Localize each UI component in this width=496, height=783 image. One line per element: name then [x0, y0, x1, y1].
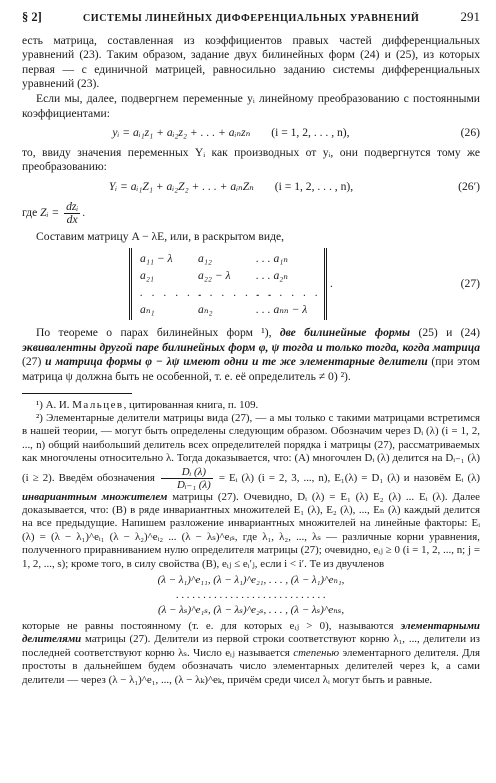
equation-26-prime [22, 175, 480, 200]
matrix-row [140, 284, 321, 301]
matrix-cell: . . . . . . [256, 286, 321, 300]
equation-26-prime-range: (i = 1, 2, . . . , n), [274, 179, 354, 193]
paragraph-2: Если мы, далее, подвергнем переменные yᵢ линейному преобразованию с постоянными коэффициентами: [22, 91, 480, 120]
footnote-2-continuation [22, 620, 480, 687]
binomial-row: (λ − λ₁)^e₁₁, (λ − λ₁)^e₂₁, . . . , (λ − λ₁)^eₙ₁, [157, 573, 345, 586]
matrix-cell: a₁₂ [198, 252, 212, 266]
matrix-cell: . . . a₂ₙ [256, 269, 288, 283]
para5-emphasis: две билинейные формы [279, 326, 411, 340]
para5-text: (27) [22, 355, 46, 369]
page-number: 291 [460, 9, 480, 24]
equation-26-prime-body: Yᵢ = aᵢ₁Z₁ + aᵢ₂Z₂ + . . . + aᵢₙZₙ [108, 179, 254, 193]
matrix-cell: . . . aₙₙ − λ [256, 303, 308, 317]
matrix-cell: . . . a₁ₙ [256, 252, 288, 266]
footnotes [22, 399, 480, 688]
section-marker: § 2] [22, 10, 42, 24]
para5-emphasis: эквивалентны другой паре билинейных форм φ, ψ тогда и только тогда, когда матрица [22, 340, 480, 354]
footnote-2-fraction [161, 466, 213, 491]
para5-emphasis: и матрица формы φ − λψ имеют одни и те же элементарные делители [45, 355, 428, 369]
footnote-2-text: матрицы (27). Делители из первой строки соответствуют корню λ₁, ..., делители из последней соответствуют корню λₛ. Число eᵢⱼ называется [22, 633, 480, 659]
matrix-row [140, 267, 316, 284]
footnote-2-text: ²) Элементарные делители матрицы вида (27), — а мы только с такими матрицами встретимся в нашей теории, — могут быть определены следующим образом. Обозначим через Dᵢ (λ) (i = 1, 2, ..., n) общий наибольший делитель всех определителей порядка i матрицы (27), рассматриваемых как многочлены относительно λ. Тогда доказывается, что: (A) многочлен Dᵢ (λ) делится на Dᵢ₋₁ (λ) (i ≥ 2). Введём обозначения [22, 411, 480, 484]
z-definition [22, 200, 480, 230]
equation-26-body: yᵢ = aᵢ₁z₁ + aᵢ₂z₂ + . . . + aᵢₙzₙ [112, 126, 251, 140]
matrix-cell: . . . . . . . [198, 286, 275, 300]
footnote-1 [22, 399, 480, 412]
z-definition-fraction [64, 201, 80, 226]
matrix-cell: a₁₁ − λ [140, 252, 173, 266]
footnote-rule [22, 393, 132, 394]
z-fraction-denominator: dx [66, 212, 78, 226]
footnote-1-author: Мальцев [72, 398, 124, 411]
equation-26-range: (i = 1, 2, . . . , n), [271, 126, 350, 140]
matrix-cell: aₙ₁ [140, 303, 155, 317]
matrix-suffix: . [330, 276, 333, 290]
footnote-1-prefix: ¹) А. И. [36, 398, 73, 411]
matrix-row [140, 250, 316, 267]
footnote-2-emphasis: элементарными делителями [22, 619, 480, 646]
matrix-27 [22, 248, 480, 320]
para5-text: (при этом матрица ψ должна быть не особенной, т. е. её определитель ≠ 0) ²). [22, 355, 481, 383]
paragraph-1: есть матрица, составленная из коэффициентов правых частей дифференциальных уравнений (23). Таким образом, задание двух билинейных форм (24) и (25), из которых первая — с единичной матрицей, равносильно заданию системы дифференциальных уравнений (23). [22, 33, 480, 91]
equation-27-number: (27) [460, 276, 480, 290]
footnote-2-text: элементарного делителя. Для простоты в дальнейшем будем обозначать число элементарных делителей через k, а сами делители — через (λ − λ₁)^e₁, ..., (λ − λₖ)^eₖ, причём среди чисел λᵢ могут быть и равные. [22, 646, 481, 686]
footnote-2-emphasis: инвариантным множителем [22, 490, 168, 503]
fraction-denominator: Dᵢ₋₁ (λ) [176, 478, 211, 491]
footnote-2-text: = Eᵢ (λ) (i = 2, 3, ..., n), E₁(λ) = D₁ (λ) и назовём Eᵢ (λ) [214, 471, 480, 484]
equation-26 [22, 121, 480, 146]
running-title: СИСТЕМЫ ЛИНЕЙНЫХ ДИФФЕРЕНЦИАЛЬНЫХ УРАВНЕНИЙ [82, 13, 420, 24]
footnote-2 [22, 412, 480, 571]
footnote-1-suffix: , цитированная книга, п. 109. [123, 398, 259, 411]
matrix-cell: . . . . . . [140, 286, 205, 300]
running-header [22, 10, 480, 27]
z-definition-lhs: Zᵢ = [40, 205, 60, 219]
binomial-row: . . . . . . . . . . . . . . . . . . . . . . . . . . . . [176, 588, 326, 601]
fraction-numerator: Dᵢ (λ) [161, 466, 213, 479]
z-definition-prefix: где [22, 205, 38, 219]
matrix-row [140, 301, 316, 318]
binomial-list [22, 573, 480, 618]
equation-26-prime-number: (26′) [458, 179, 480, 193]
determinant-matrix [129, 248, 327, 320]
equation-26-number: (26) [460, 126, 480, 140]
paragraph-4: Составим матрицу A − λE, или, в раскрытом виде, [36, 229, 285, 243]
para5-text: (25) и (24) [410, 326, 480, 340]
z-definition-suffix: . [82, 205, 86, 219]
paragraph-5 [22, 326, 480, 384]
matrix-cell: a₂₂ − λ [198, 269, 231, 283]
footnote-2-text: матрицы (27). Очевидно, Dᵢ (λ) = E₁ (λ) E₂ (λ) ... Eᵢ (λ). Далее доказывается, что: (B) в ряде инвариантных множителей E₁ (λ), E₂ (λ), ..., Eₙ (λ) каждый делится на все предыдущие. Напишем разложение инвариантных множителей на линейные факторы: Eᵢ (λ) = (λ − λ₁)^eᵢ₁ (λ − λ₂)^eᵢ₂ ... (λ − λₛ)^eᵢₛ, где λ₁, λ₂, ..., λₛ — различные корни уравнения, полученного приравниванием нулю определителя матрицы (27); очевидно, eᵢⱼ ≥ 0 (i = 1, 2, ..., n; j = 1, 2, ..., s); кроме того, в силу свойства (B), eᵢⱼ ≤ eᵢ′ⱼ, если i < i′. Те из двучленов [22, 490, 480, 570]
z-fraction-numerator: dzᵢ [66, 199, 79, 213]
matrix-cell: aₙ₂ [198, 303, 213, 317]
binomial-row: (λ − λₛ)^e₁ₛ, (λ − λₛ)^e₂ₛ, . . . , (λ − λₛ)^eₙₛ, [157, 603, 345, 616]
paragraph-3: то, ввиду значения переменных Yᵢ как производных от yᵢ, они подвергнутся тому же преобразованию: [22, 145, 480, 174]
footnote-2-text: которые не равны постоянному (т. е. для которых eᵢⱼ > 0), называются [22, 619, 401, 632]
para5-text: По теореме о парах билинейных форм ¹), [36, 326, 280, 340]
book-page [22, 10, 480, 687]
footnote-2-emphasis: степенью [293, 646, 340, 659]
matrix-cell: a₂₁ [140, 269, 154, 283]
